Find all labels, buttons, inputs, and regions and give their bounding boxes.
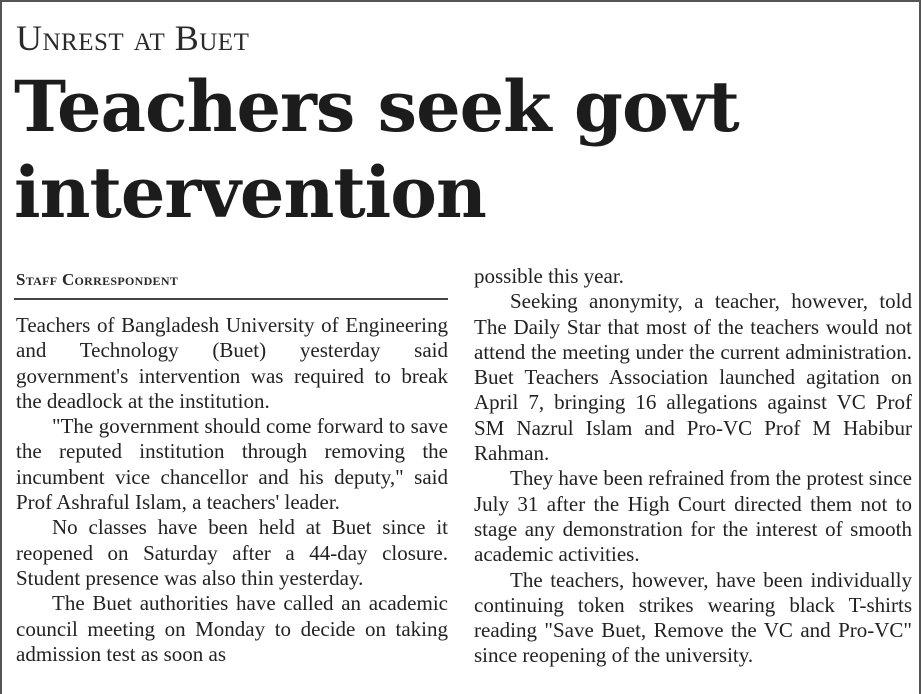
byline-rule [14,298,448,300]
paragraph: Teachers of Bangladesh University of Engineering and Technology (Buet) yesterday said government's intervention was required to break the deadlock at the institution. [16,313,448,413]
paragraph: possible this year. [474,264,624,288]
article-column-right [474,264,912,669]
paragraph: They have been refrained from the protest since July 31 after the High Court directed them not to stage any demonstration for the interest of smooth academic activities. [474,466,912,567]
paragraph: Seeking anonymity, a teacher, however, told The Daily Star that most of the teachers would not attend the meeting under the current administration. Buet Teachers Association launched agitation on April 7, bringing 16 allegations against VC Prof SM Nazrul Islam and Pro-VC Prof M Habibur Rahman. [474,289,912,466]
byline: Staff Correspondent [16,270,179,289]
headline: Teachers seek govt intervention [14,65,739,234]
paragraph: No classes have been held at Buet since it reopened on Saturday after a 44-day closure. Student presence was also thin yesterday. [16,515,448,590]
paragraph: "The government should come forward to save the reputed institution through removing the incumbent vice chancellor and his deputy," said Prof Ashraful Islam, a teachers' leader. [16,414,448,515]
kicker: Unrest at Buet [16,18,250,58]
paragraph: The Buet authorities have called an academic council meeting on Monday to decide on taking admission test as soon as [16,591,448,666]
paragraph: The teachers, however, have been individually continuing token strikes wearing black T-shirts reading "Save Buet, Remove the VC and Pro-VC" since reopening of the university. [474,567,912,668]
article-column-left [16,313,448,667]
